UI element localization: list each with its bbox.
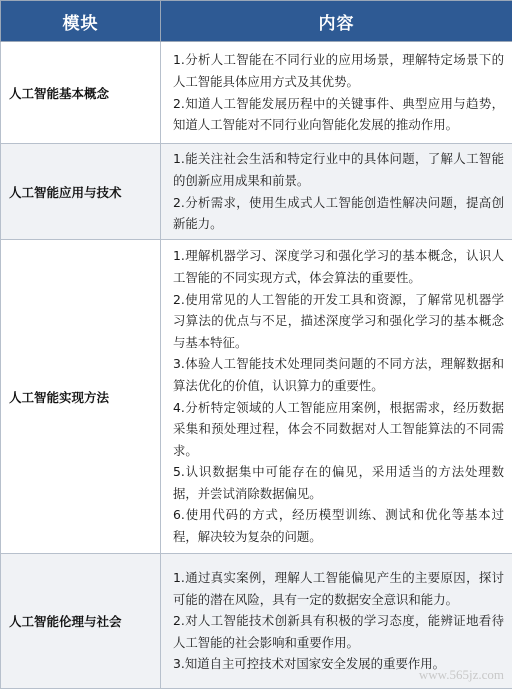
content-cell — [161, 42, 512, 144]
content-item: 6.使用代码的方式，经历模型训练、测试和优化等基本过程，解决较为复杂的问题。 — [173, 504, 504, 547]
header-content: 内容 — [161, 1, 512, 42]
table-row — [1, 42, 512, 144]
content-item: 2.知道人工智能发展历程中的关键事件、典型应用与趋势，知道人工智能对不同行业向智能化发展的推动作用。 — [173, 93, 504, 136]
header-module: 模块 — [1, 1, 161, 42]
module-name: 人工智能应用与技术 — [1, 144, 161, 240]
content-item: 1.分析人工智能在不同行业的应用场景，理解特定场景下的人工智能具体应用方式及其优势。 — [173, 49, 504, 92]
content-item: 2.对人工智能技术创新具有积极的学习态度，能辨证地看待人工智能的社会影响和重要作用。 — [173, 610, 504, 653]
content-item: 1.能关注社会生活和特定行业中的具体问题，了解人工智能的创新应用成果和前景。 — [173, 148, 504, 191]
module-name: 人工智能基本概念 — [1, 42, 161, 144]
content-item: 5.认识数据集中可能存在的偏见，采用适当的方法处理数据，并尝试消除数据偏见。 — [173, 461, 504, 504]
table-row — [1, 144, 512, 240]
content-item: 4.分析特定领域的人工智能应用案例，根据需求，经历数据采集和预处理过程，体会不同数据对人工智能算法的不同需求。 — [173, 397, 504, 462]
content-item: 1.通过真实案例，理解人工智能偏见产生的主要原因，探讨可能的潜在风险，具有一定的数据安全意识和能力。 — [173, 567, 504, 610]
content-item: 2.使用常见的人工智能的开发工具和资源，了解常见机器学习算法的优点与不足，描述深度学习和强化学习的基本概念与基本特征。 — [173, 289, 504, 354]
content-item: 3.体验人工智能技术处理同类问题的不同方法，理解数据和算法优化的价值，认识算力的重要性。 — [173, 353, 504, 396]
module-name: 人工智能实现方法 — [1, 240, 161, 554]
watermark: www.565jz.com — [419, 667, 504, 683]
module-name: 人工智能伦理与社会 — [1, 554, 161, 689]
content-cell — [161, 144, 512, 240]
content-cell — [161, 240, 512, 554]
content-item: 2.分析需求，使用生成式人工智能创造性解决问题，提高创新能力。 — [173, 192, 504, 235]
table-row — [1, 240, 512, 554]
content-item: 3.知道自主可控技术对国家安全发展的重要作用。 — [173, 653, 504, 675]
content-item: 1.理解机器学习、深度学习和强化学习的基本概念，认识人工智能的不同实现方式，体会算法的重要性。 — [173, 245, 504, 288]
header-row — [1, 1, 512, 42]
